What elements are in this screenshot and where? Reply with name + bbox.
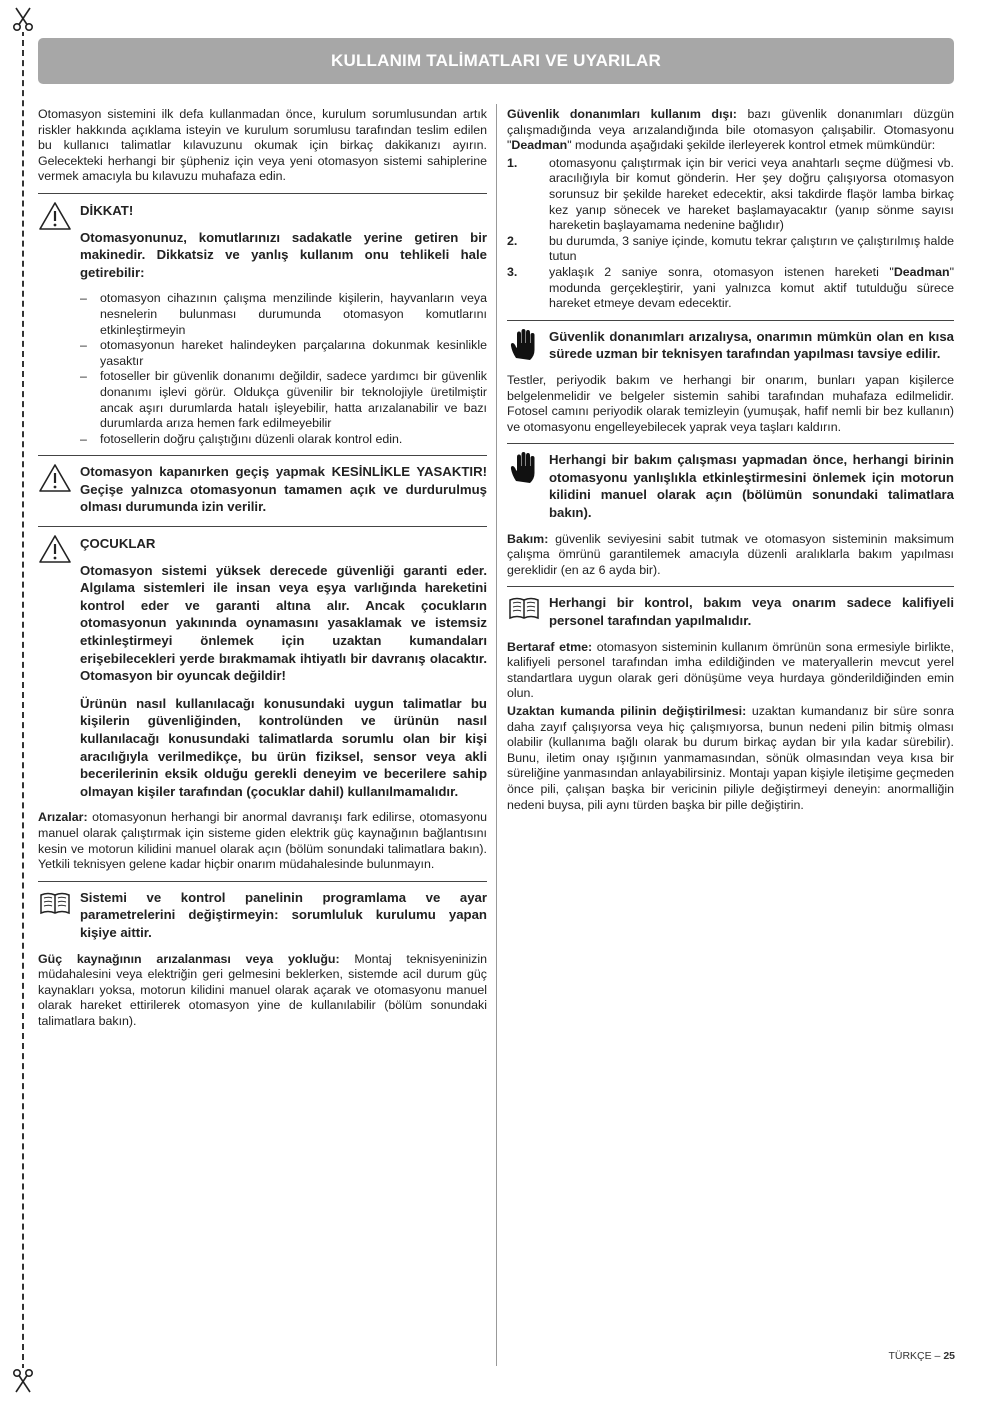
page-title: KULLANIM TALİMATLARI VE UYARILAR (330, 51, 661, 70)
stop-hand-icon (507, 328, 541, 362)
qualified-block (507, 586, 954, 629)
safety-out-label: Güvenlik donanımları kullanım dışı: (507, 107, 737, 121)
page-footer (888, 1350, 955, 1362)
attention-text: Otomasyonunuz, komutlarınızı sadakatle yerine getiren bir makinedir. Dikkatsiz ve yanlış kullanım onu tehlikeli hale getirebilir: (80, 229, 487, 280)
children-paragraph: Otomasyon sistemi yüksek derecede güvenliği garanti eder. Algılama sistemleri ile insan veya eşya varlığında hareketini kontrol eder ve garanti altına alır. Ancak çocukların otomasyonun yakınında oynamasını yasaklamak ve istemsiz etkinleştirmeyi önlemek için uzaktan kumandaları erişebilecekleri yerde bırakmamak ihtiyatlı bir davranış olacaktır. Otomasyon bir oyuncak değildir! (80, 562, 487, 684)
attention-list (80, 291, 487, 447)
children-block (38, 526, 487, 800)
step-text: bu durumda, 3 saniye içinde, komutu tekrar çalıştırın ve çalıştırılmış halde tutun (549, 233, 954, 264)
repair-note-text: Güvenlik donanımları arızalıysa, onarımın mümkün olan en kısa sürede uzman bir teknisyen tarafından yapılması tavsiye edilir. (549, 328, 954, 362)
faults-paragraph (38, 810, 487, 872)
deadman-term: Deadman (511, 138, 568, 153)
disposal-label: Bertaraf etme: (507, 639, 593, 654)
power-label: Güç kaynağının arızalanması veya yokluğu: (38, 951, 340, 966)
step-text: otomasyonu çalıştırmak için bir verici veya anahtarlı seçme düğmesi vb. aracılığıyla bir komut gönderin. Her şey doğru çalışıyorsa otomasyon sorunsuz bir şekilde hareket edecektir, aksi takdirde flaşör lamba birkaç kez yanıp sönecek ve hareket başlamayacaktır (yanıp sönme sayısı hareketin başlayamama nedenine bağlıdır) (549, 155, 954, 233)
attention-block (38, 193, 487, 447)
step-number: 2. (507, 233, 518, 248)
page-number: 25 (943, 1350, 955, 1362)
safety-out-text: " modunda aşağıdaki şekilde ilerleyerek kontrol etmek mümkündür: (567, 138, 936, 153)
scissors-icon (10, 1368, 36, 1394)
maintenance-label: Bakım: (507, 531, 549, 546)
maintenance-paragraph (507, 532, 954, 579)
step-number: 1. (507, 155, 518, 170)
faults-text: otomasyonun herhangi bir anormal davranışı fark edilirse, otomasyonu manuel olarak çalıştırmak için sisteme giden elektrik güç kaynağının bağlantısını kesin ve motorun kilidini manuel olarak açın (bölüm sonundaki talimatlara bakın). Yetkili teknisyen gelene kadar hiçbir onarım müdahalesinde bulunmayın. (38, 810, 487, 872)
footer-language: TÜRKÇE – (888, 1350, 944, 1362)
step-number: 3. (507, 264, 518, 279)
unlock-note-text: Herhangi bir bakım çalışması yapmadan önce, herhangi birinin otomasyonu yanlışlıkla etkinleştirmesini önlemek için motorun kilidini manuel olarak açın (bölümün sonundaki talimatlara bakın). (549, 452, 954, 521)
list-item (507, 265, 954, 312)
book-icon (38, 889, 72, 919)
list-item: – otomasyon cihazının çalışma menzilinde kişilerin, hayvanların veya nesnelerin bulunması durumunda otomasyon komutlarını etkinleştirmeyin (80, 291, 487, 338)
disposal-paragraph (507, 640, 954, 702)
warning-triangle-icon (38, 534, 72, 564)
battery-paragraph (507, 704, 954, 813)
warning-triangle-icon (38, 201, 72, 231)
step-text: " modunda gerçekleştirir, yani yalnızca komut aktif tutulduğu sürece hareket etmeye devam edecektir. (549, 264, 954, 311)
faults-label: Arızalar: (38, 810, 88, 825)
section-header (38, 38, 954, 84)
scissors-icon (10, 6, 36, 32)
deadman-term: Deadman (893, 264, 950, 279)
warning-triangle-icon (38, 463, 72, 493)
cut-line (22, 30, 24, 1370)
no-change-block (38, 881, 487, 942)
list-item: – fotoseller bir güvenlik donanımı değildir, sadece yardımcı bir güvenlik donanımı işlevi görür. Oldukça güvenilir bir teknolojiyle üretilmiştir ancak aşırı durumlarda hatalı işleyebilir, hatta arızalanabilir ve bazı durumlarda arıza hemen fark edilmeyebilir (80, 369, 487, 431)
tests-paragraph: Testler, periyodik bakım ve herhangi bir onarım, bunları yapan kişilerce belgelenmelidir ve belgeler sistemin sahibi tarafından muhafaza edilmelidir. Fotosel camını periyodik olarak temizleyin (yumuşak, hafif nemli bir bez kullanın) ve otomasyonu engelleyebilecek yaprak veya taşları kaldırın. (507, 372, 954, 434)
battery-label: Uzaktan kumanda pilinin değiştirilmesi: (507, 704, 747, 718)
column-divider (496, 104, 497, 1366)
children-paragraph: Ürünün nasıl kullanılacağı konusundaki uygun talimatlar bu kişilerin güvenliğinden, kontrolünden ve ürünün nasıl kullanılacağı konusundaki talimatlarda sorumlu olan bir kişi aracılığıyla verilmedikçe, bu ürün fiziksel, sensor veya akli becerilerinin eksik olduğu gerekli deneyim ve becerilere sahip olmayan kişiler tarafından (çocuklar dahil) kullanılmamalıdır. (80, 695, 487, 799)
list-item: – fotosellerin doğru çalıştığını düzenli olarak kontrol edin. (80, 432, 487, 448)
battery-text: uzaktan kumandanız bir süre sonra daha zayıf çalışıyorsa veya hiç çalışmıyorsa, bunun nedeni pilin bitmiş olması olabilir (kullanıma bağlı olarak bu durum birkaç aydan bir yıla kadar sürebilir). Bunu, iletim onay ışığının yanmamasından, sönük olmasından veya kısa bir süreliğine yanmasından anlayabilirsiniz. Montajı yapan kişiyle iletişime geçmeden önce pili, çalışan başka bir vericinin piliyle değiştirmeyi deneyin: anormalliğin nedeni buysa, pili aynı türden başka bir pille değiştirin. (507, 704, 955, 812)
power-text: Montaj teknisyeninizin müdahalesini veya elektriğin geri gelmesini beklerken, sistemde acil durum güç kaynakları yoksa, motorun kilidini manuel olarak açarak ve otomasyonu manuel olarak hareket ettirilerek otomasyon yine de kullanılabilir (bölüm sonundaki talimatlara bakın). (38, 951, 487, 1028)
list-item: – otomasyonun hareket halindeyken parçalarına dokunmak kesinlikle yasaktır (80, 338, 487, 369)
repair-note-block (507, 320, 954, 363)
right-column (507, 107, 954, 819)
safety-out-text: bazı güvenlik donanımları düzgün çalışmadığında veya arızalandığında bile otomasyon çalışabilir. Otomasyonu " (507, 107, 955, 153)
passage-warning-block (38, 455, 487, 516)
intro-paragraph: Otomasyon sistemini ilk defa kullanmadan önce, kurulum sorumlusundan artık riskler hakkında açıklama isteyin ve kurulum sorumlusu tarafından teslim edilen bu kullanıcı talimatlar kılavuzunu okumak için birkaç dakikanızı ayırın. Gelecekteki herhangi bir şüpheniz için veya yeni otomasyon sistemi sahiplerine vermek amacıyla bu kılavuzu muhafaza edin. (38, 107, 487, 184)
unlock-note-block (507, 443, 954, 521)
children-title: ÇOCUKLAR (80, 536, 156, 552)
step-text: yaklaşık 2 saniye sonra, otomasyon istenen hareketi " (549, 264, 894, 279)
no-change-text: Sistemi ve kontrol panelinin programlama ve ayar parametrelerini değiştirmeyin: sorumluluk kurulumu yapan kişiye aittir. (80, 889, 487, 940)
safety-out-paragraph (507, 107, 954, 154)
list-item (507, 156, 954, 234)
maintenance-text: güvenlik seviyesini sabit tutmak ve otomasyon sisteminin maksimum çalışma ömrünü garantilemek amacıyla düzenli aralıklarla bakım yapılması gereklidir (en az 6 ayda bir). (507, 531, 954, 577)
attention-title: DİKKAT! (80, 202, 134, 218)
list-item (507, 234, 954, 265)
book-icon (507, 594, 541, 624)
qualified-text: Herhangi bir kontrol, bakım veya onarım sadece kalifiyeli personel tarafından yapılmalıdır. (549, 595, 954, 629)
power-paragraph (38, 952, 487, 1030)
passage-warning-text: Otomasyon kapanırken geçiş yapmak KESİNLİKLE YASAKTIR! Geçişe yalnızca otomasyonun tamamen açık ve durdurulmuş olması durumunda izin verilir. (80, 464, 487, 515)
stop-hand-icon (507, 451, 541, 485)
disposal-text: otomasyon sisteminin kullanım ömrünün sona ermesiyle birlikte, kalifiyeli personel tarafından imha edildiğinden ve materyallerin mevcut yerel standartlara uygun olarak geri dönüşüme veya hurdaya gönderildiğinden emin olun. (507, 639, 954, 701)
deadman-steps (507, 156, 954, 312)
left-column (38, 107, 487, 1036)
